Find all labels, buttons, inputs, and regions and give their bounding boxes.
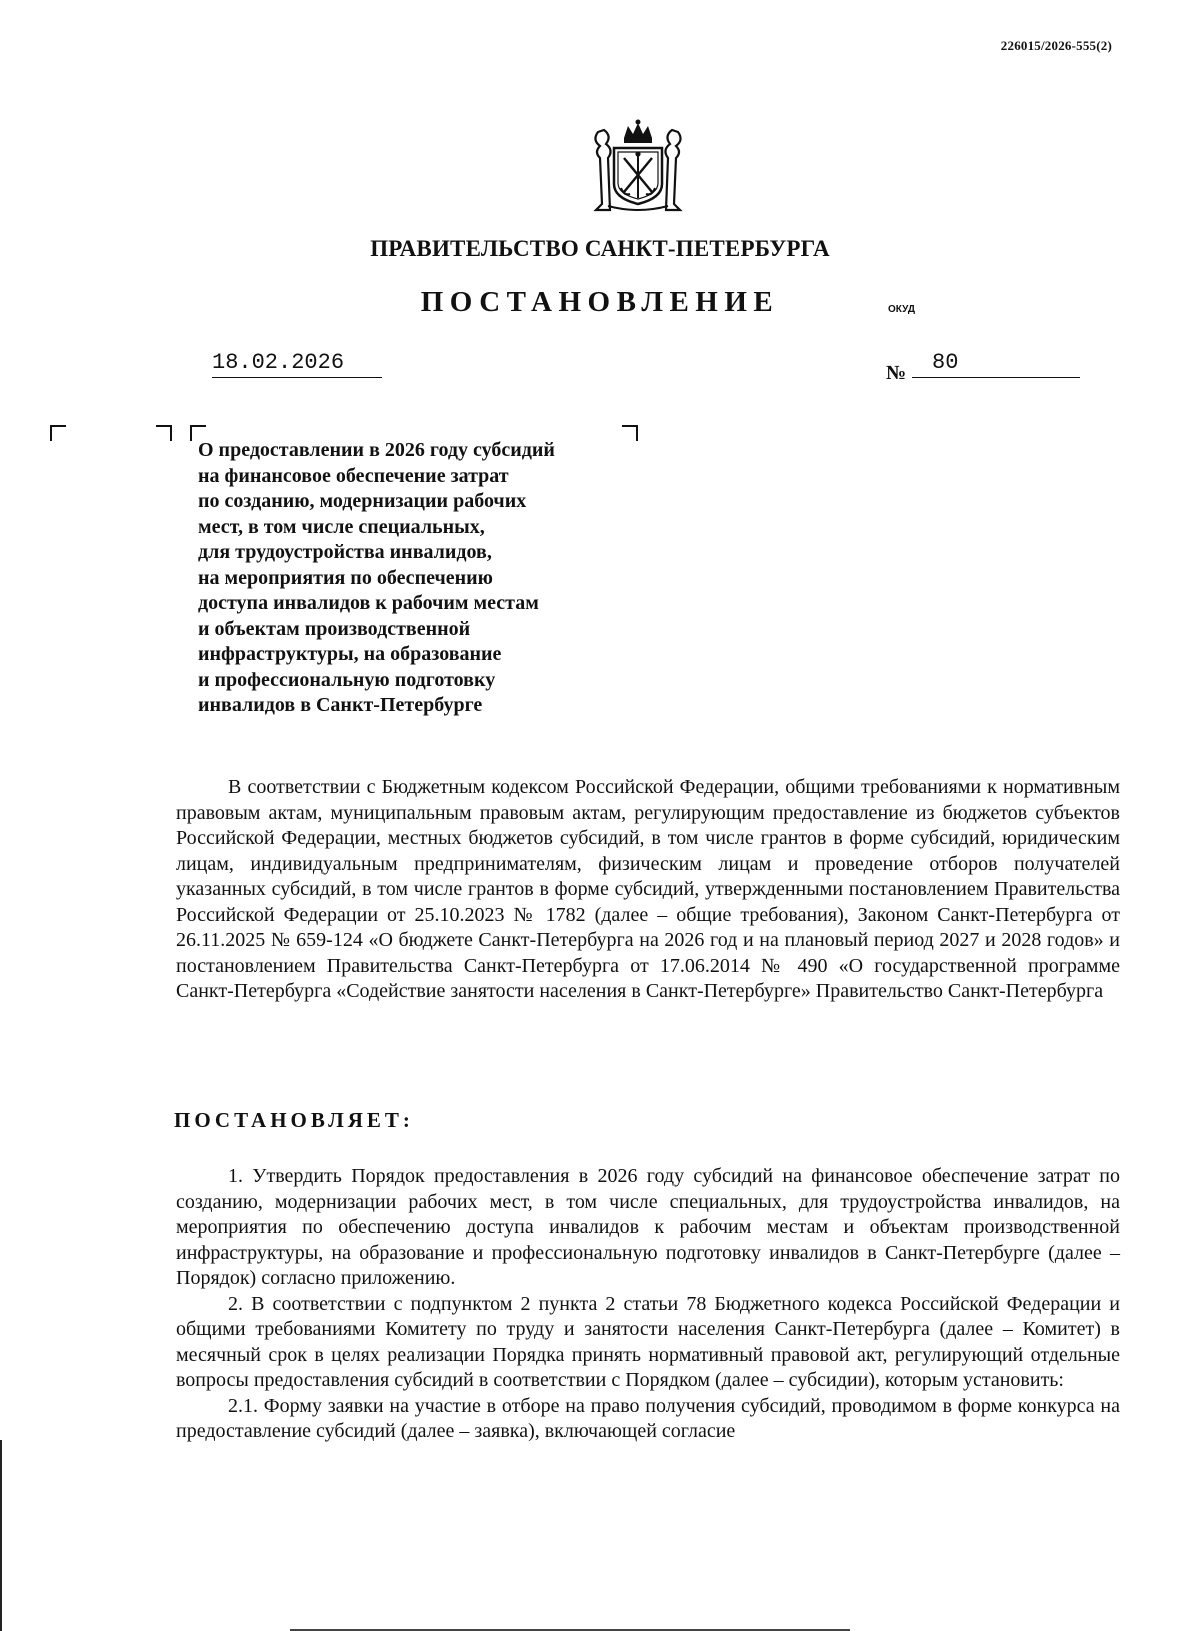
number-sign: № bbox=[886, 362, 907, 384]
resolves-heading: ПОСТАНОВЛЯЕТ: bbox=[174, 1108, 414, 1132]
subject-line: инвалидов в Санкт-Петербурге bbox=[198, 694, 483, 716]
resolution-item: 2.1. Форму заявки на участие в отборе на право получения субсидий, проводимом в форме конкурса на предоставление субсидий (далее – заявка), включающей согласие bbox=[176, 1394, 1120, 1442]
government-title: ПРАВИТЕЛЬСТВО САНКТ-ПЕТЕРБУРГА bbox=[370, 236, 830, 261]
document-registration-id: 226015/2026-555(2) bbox=[1000, 38, 1112, 53]
subject-line: инфраструктуры, на образование bbox=[198, 643, 502, 665]
subject-line: для трудоустройства инвалидов, bbox=[198, 541, 492, 563]
resolution-item: 2. В соответствии с подпунктом 2 пункта 2 статьи 78 Бюджетного кодекса Российской Федерации и общими требованиями Комитету по труду и занятости населения Санкт-Петербурга (далее – Комитет) в месячный срок в целях реализации Порядка принять нормативный правовой акт, регулирующий отдельные вопросы предоставления субсидий в соответствии с Порядком (далее – субсидии), которым установить: bbox=[176, 1292, 1120, 1391]
subject-line: О предоставлении в 2026 году субсидий bbox=[198, 439, 555, 461]
subject-line: и объектам производственной bbox=[198, 617, 471, 640]
subject-line: доступа инвалидов к рабочим местам bbox=[198, 592, 539, 614]
coat-of-arms-icon bbox=[588, 118, 688, 214]
document-type-title: ПОСТАНОВЛЕНИЕ bbox=[420, 286, 780, 318]
subject-line: по созданию, модернизации рабочих bbox=[198, 490, 527, 512]
document-subject bbox=[198, 438, 658, 719]
resolution-items bbox=[176, 1164, 1120, 1445]
subject-line: на мероприятия по обеспечению bbox=[198, 566, 493, 589]
okud-label: ОКУД bbox=[888, 304, 915, 315]
scan-edge-left bbox=[0, 1440, 2, 1631]
subject-line: и профессиональную подготовку bbox=[198, 668, 496, 691]
corner-mark-outer-right bbox=[156, 425, 172, 441]
resolution-item: 1. Утвердить Порядок предоставления в 2026 году субсидий на финансовое обеспечение затрат по созданию, модернизации рабочих мест, в том числе специальных, для трудоустройства инвалидов, на мероприятия по обеспечению доступа инвалидов к рабочим местам и объектам производственной инфраструктуры, на образование и профессиональную подготовку инвалидов в Санкт-Петербурге (далее – Порядок) согласно приложению. bbox=[176, 1165, 1120, 1289]
document-date: 18.02.2026 bbox=[212, 350, 382, 378]
subject-line: мест, в том числе специальных, bbox=[198, 515, 485, 538]
corner-mark-top-left bbox=[50, 425, 66, 441]
preamble-paragraph: В соответствии с Бюджетным кодексом Российской Федерации, общими требованиями к нормативным правовым актам, муниципальным правовым актам, регулирующим предоставление из бюджетов субъектов Российской Федерации, местных бюджетов субсидий, в том числе грантов в форме субсидий, юридическим лицам, индивидуальным предпринимателям, физическим лицам и проведение отборов получателей указанных субсидий, в том числе грантов в форме субсидий, утвержденными постановлением Правительства Российской Федерации от 25.10.2023 № 1782 (далее – общие требования), Законом Санкт-Петербурга от 26.11.2025 № 659-124 «О бюджете Санкт-Петербурга на 2026 год и на плановый период 2027 и 2028 годов» и постановлением Правительства Санкт-Петербурга от 17.06.2014 № 490 «О государственной программе Санкт-Петербурга «Содействие занятости населения в Санкт-Петербурге» Правительство Санкт-Петербурга bbox=[176, 776, 1120, 1002]
document-number: 80 bbox=[912, 350, 1080, 378]
subject-line: на финансовое обеспечение затрат bbox=[198, 464, 509, 487]
preamble bbox=[176, 775, 1120, 1005]
